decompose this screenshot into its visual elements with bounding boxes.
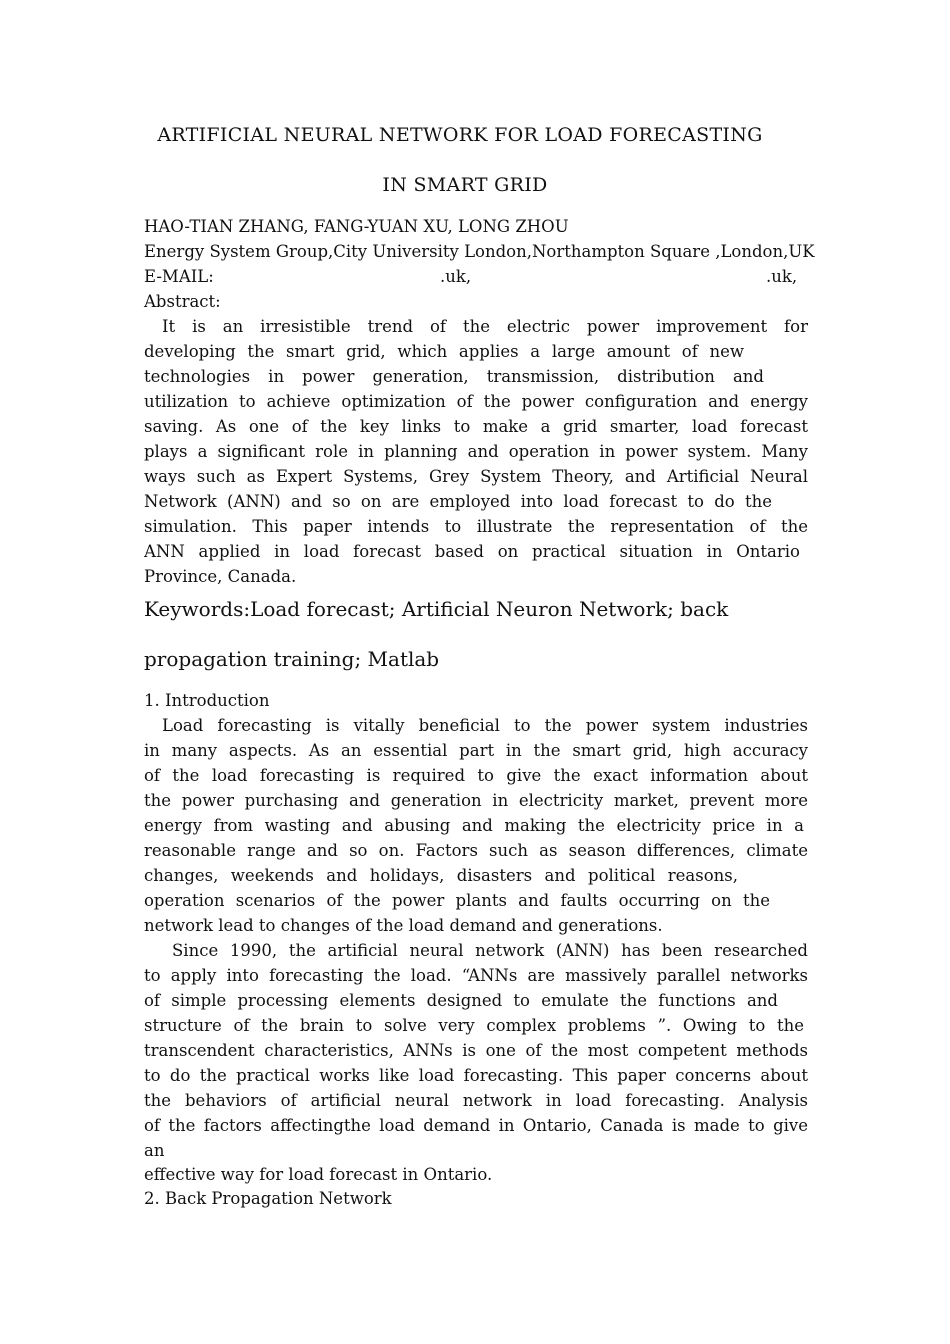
abstract-line: developing the smart grid, which applies a large amount of new <box>144 342 744 361</box>
body-line: reasonable range and so on. Factors such as season differences, climate <box>144 841 808 860</box>
paper-title-line-1: ARTIFICIAL NEURAL NETWORK FOR LOAD FORECASTING <box>157 124 763 146</box>
abstract-line: ways such as Expert Systems, Grey System Theory, and Artificial Neural <box>144 467 808 486</box>
body-line: an <box>144 1141 165 1160</box>
abstract-line: technologies in power generation, transmission, distribution and <box>144 367 764 386</box>
body-line: changes, weekends and holidays, disasters and political reasons, <box>144 866 738 885</box>
email-1: .uk, <box>440 267 472 286</box>
abstract-line: Province, Canada. <box>144 567 297 586</box>
body-line: network lead to changes of the load demand and generations. <box>144 916 663 935</box>
body-line: Since 1990, the artificial neural network (ANN) has been researched <box>172 941 808 960</box>
section-2-heading: 2. Back Propagation Network <box>144 1189 392 1208</box>
abstract-line: plays a significant role in planning and operation in power system. Many <box>144 442 808 461</box>
body-line: effective way for load forecast in Ontario. <box>144 1165 493 1184</box>
body-line: energy from wasting and abusing and making the electricity price in a <box>144 816 804 835</box>
author-list: HAO-TIAN ZHANG, FANG-YUAN XU, LONG ZHOU <box>144 217 569 236</box>
abstract-line: saving. As one of the key links to make a grid smarter, load forecast <box>144 417 808 436</box>
body-line: to do the practical works like load forecasting. This paper concerns about <box>144 1066 808 1085</box>
body-line: of simple processing elements designed to emulate the functions and <box>144 991 778 1010</box>
abstract-heading: Abstract: <box>144 292 221 311</box>
abstract-line: Network (ANN) and so on are employed into load forecast to do the <box>144 492 772 511</box>
keywords-line-2: propagation training; Matlab <box>144 647 440 671</box>
body-line: Load forecasting is vitally beneficial to the power system industries <box>162 716 808 735</box>
body-line: in many aspects. As an essential part in the smart grid, high accuracy <box>144 741 808 760</box>
email-label: E-MAIL: <box>144 267 214 286</box>
body-line: the power purchasing and generation in electricity market, prevent more <box>144 791 808 810</box>
abstract-line: ANN applied in load forecast based on practical situation in Ontario <box>144 542 800 561</box>
keywords-line-1: Keywords:Load forecast; Artificial Neuron Network; back <box>144 597 729 621</box>
section-1-heading: 1. Introduction <box>144 691 270 710</box>
body-line: of the load forecasting is required to give the exact information about <box>144 766 808 785</box>
paper-title-line-2: IN SMART GRID <box>382 174 548 196</box>
body-line: of the factors affectingthe load demand in Ontario, Canada is made to give <box>144 1116 808 1135</box>
body-line: operation scenarios of the power plants and faults occurring on the <box>144 891 770 910</box>
affiliation: Energy System Group,City University London,Northampton Square ,London,UK <box>144 242 815 261</box>
body-line: structure of the brain to solve very complex problems ”. Owing to the <box>144 1016 804 1035</box>
body-line: the behaviors of artificial neural network in load forecasting. Analysis <box>144 1091 808 1110</box>
abstract-line: It is an irresistible trend of the electric power improvement for <box>162 317 808 336</box>
body-line: transcendent characteristics, ANNs is one of the most competent methods <box>144 1041 808 1060</box>
email-2: .uk, <box>766 267 798 286</box>
abstract-line: utilization to achieve optimization of the power configuration and energy <box>144 392 808 411</box>
body-line: to apply into forecasting the load. “ANNs are massively parallel networks <box>144 966 808 985</box>
abstract-line: simulation. This paper intends to illustrate the representation of the <box>144 517 808 536</box>
email-row <box>144 264 808 289</box>
